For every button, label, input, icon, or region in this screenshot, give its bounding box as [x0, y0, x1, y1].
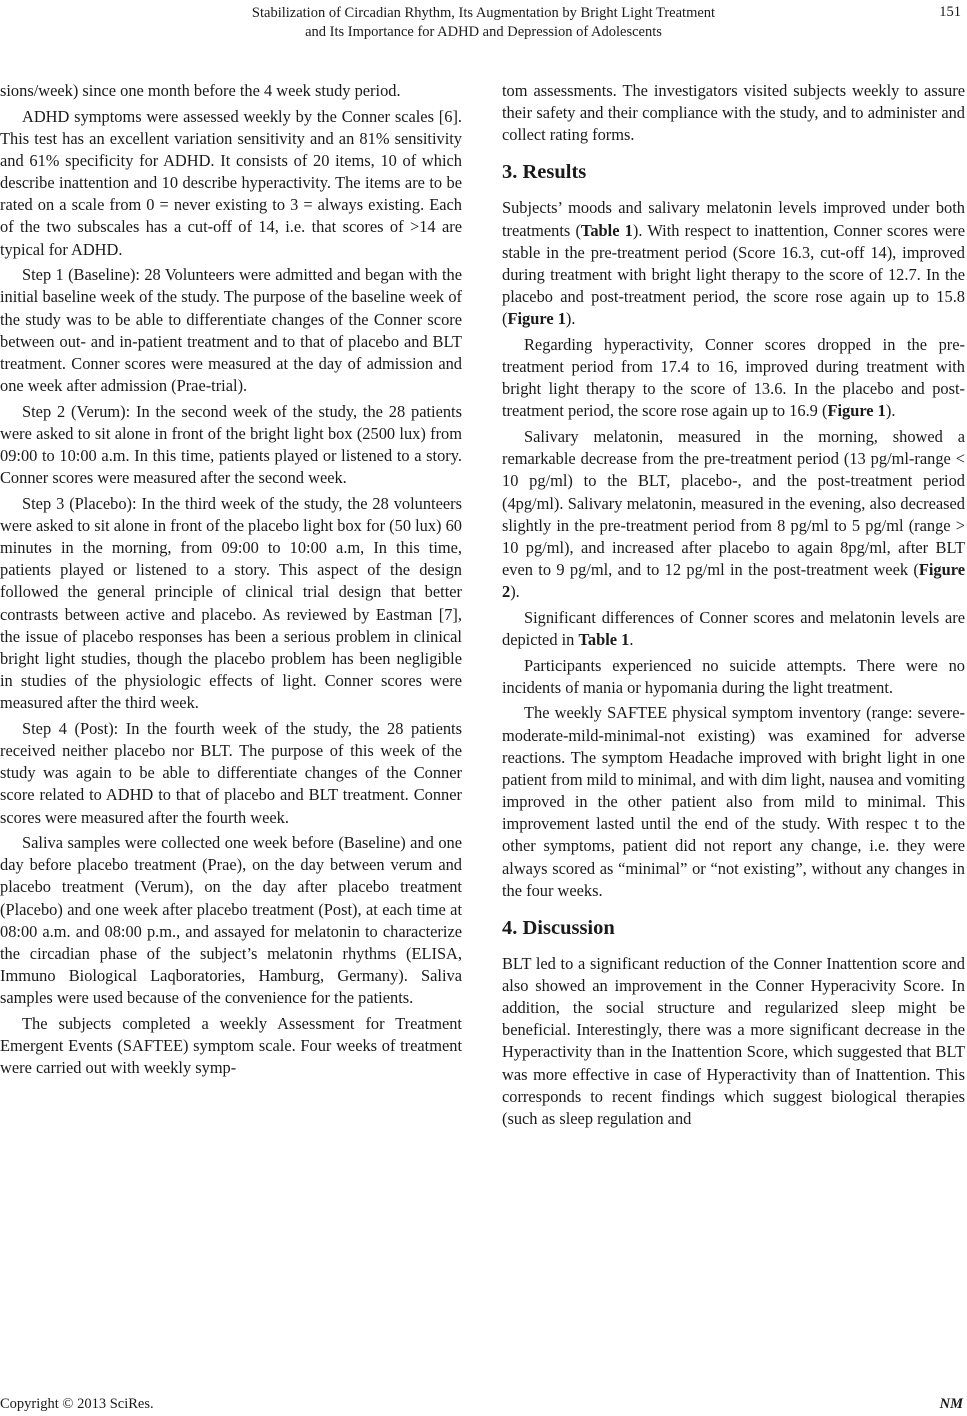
- paragraph: ADHD symptoms were assessed weekly by the Conner scales [6]. This test has an excellent variation sensitivity and an 81% sensitivity and 61% specificity for ADHD. It consists of 20 items, 10 of which describe inattention and 10 describe hyperactivity. The items are to be rated on a scale from 0 = never existing to 3 = always existing. Each of the two subscales has a cut-off of 14, i.e. that scores of >14 are typical for ADHD.: [0, 106, 462, 259]
- text-run: Regarding hyperactivity, Conner scores dropped in the pre-treatment period from 17.4 to 16, improved during treatment with bright light therapy to the score of 13.6. In the placebo and post-treatment period, the score rose again up to 16.9 (: [502, 334, 965, 421]
- page-number: 151: [939, 4, 961, 20]
- copyright-notice: Copyright © 2013 SciRes.: [0, 1396, 154, 1412]
- text-run: Significant differences of Conner scores and melatonin levels are depicted in: [502, 607, 965, 649]
- paragraph: Step 2 (Verum): In the second week of the study, the 28 patients were asked to sit alone in front of the bright light box (2500 lux) from 09:00 to 10:00 a.m. In this time, patients played or listened to a story. Conner scores were measured after the second week.: [0, 401, 462, 488]
- running-header: [0, 4, 967, 44]
- section-heading-results: 3. Results: [502, 161, 587, 184]
- section-heading-discussion: 4. Discussion: [502, 916, 615, 939]
- table-1-link[interactable]: Table 1: [580, 220, 633, 240]
- right-column: [502, 80, 965, 1134]
- paragraph: The subjects completed a weekly Assessment for Treatment Emergent Events (SAFTEE) symptom scale. Four weeks of treatment were carried out with weekly symp-: [0, 1013, 462, 1078]
- paragraph: Step 3 (Placebo): In the third week of the study, the 28 volunteers were asked to sit alone in front of the placebo light box for (50 lux) 60 minutes in the morning, from 09:00 to 10:00 a.m, In this time, patients played or listened to a story. This aspect of the design followed the general principle of clinical trial design that better contrasts between active and placebo. As reviewed by Eastman [7], the issue of placebo responses has been a serious problem in clinical bright light studies, though the placebo problem has been negligible in studies of the physiologic effects of light. Conner scores were measured after the third week.: [0, 493, 463, 713]
- paragraph: sions/week) since one month before the 4 week study period.: [0, 81, 401, 100]
- table-1-link[interactable]: Table 1: [578, 629, 630, 649]
- journal-abbreviation: NM: [939, 1396, 963, 1412]
- paragraph: Saliva samples were collected one week before (Baseline) and one day before placebo treatment (Prae), on the day between verum and placebo treatment (Verum), on the day after placebo treatment (Placebo) and one week after placebo treatment (Post), at each time at 08:00 a.m. and 08:00 p.m., and assayed for melatonin to characterize the circadian phase of the subject’s melatonin rhythms (ELISA, Immuno Biological Laqboratories, Hamburg, Germany). Saliva samples were used because of the convenience for the patients.: [0, 833, 462, 1008]
- text-run: ). With respect to inattention, Conner scores were stable in the pre-treatment period (Score 16.3, cut-off 14), improved during treatment with bright light therapy to the score of 12.7. In the placebo and post-treatment period, the score rose again up to 15.8 (: [502, 220, 965, 329]
- results-paragraph-1: [502, 197, 965, 330]
- figure-1-link[interactable]: Figure 1: [507, 309, 566, 329]
- text-run: ).: [885, 401, 896, 421]
- results-paragraph-5: Participants experienced no suicide attempts. There were no incidents of mania or hypomania during the light treatment.: [502, 655, 965, 697]
- text-run: Salivary melatonin, measured in the morning, showed a remarkable decrease from the pre-treatment period (13 pg/ml-range < 10 pg/ml) to the BLT, placebo-, and the post-treatment period (4pg/ml). Salivary melatonin, measured in the evening, also decreased slightly in the pre-treatment period from 8 pg/ml to 5 pg/ml (range > 10 pg/ml), and increased after placebo to again 8pg/ml, after BLT even to 9 pg/ml, and to 12 pg/ml in the post-treatment week (: [502, 427, 965, 579]
- text-run: ).: [565, 309, 576, 329]
- results-paragraph-3: [502, 426, 965, 603]
- left-column: [0, 80, 462, 1083]
- running-title-line-2: and Its Importance for ADHD and Depression of Adolescents: [305, 24, 662, 40]
- figure-2-link[interactable]: Figure 2: [502, 559, 965, 602]
- text-run: ).: [510, 582, 520, 602]
- results-paragraph-6: The weekly SAFTEE physical symptom inventory (range: severe-moderate-mild-minimal-not existing) was examined for adverse reactions. The symptom Headache improved with bright light in one patient from mild to minimal, and with dim light, nausea and vomiting improved in the other patient also from mild to minimal. This improvement lasted until the end of the study. With respec t to the other symptoms, patient did not report any change, i.e. they were always scored as “minimal” or “not existing”, without any changes in the four weeks.: [502, 703, 965, 900]
- paragraph: Step 1 (Baseline): 28 Volunteers were admitted and began with the initial baseline week of the study. The purpose of the baseline week of the study was to be able to differentiate changes of the Conner score between out- and in-patient treatment and to that of placebo and BLT treatment. Conner scores were measured at the day of admission and one week after admission (Prae-trial).: [0, 265, 462, 396]
- results-paragraph-4: [502, 607, 965, 651]
- discussion-paragraph: BLT led to a significant reduction of the Conner Inattention score and also showed an improvement in the Conner Hyperacivity Score. In addition, the social structure and regularized sleep might be beneficial. Interestingly, there was a more significant decrease in the Hyperactivity than in the Inattention Score, which suggested that BLT was more effective in case of Hyperactivity than of Inattention. This corresponds to recent findings which suggest biological therapies (such as sleep regulation and: [502, 953, 965, 1128]
- text-run: .: [629, 629, 634, 649]
- paragraph: tom assessments. The investigators visited subjects weekly to assure their safety and their compliance with the study, and to administer and collect rating forms.: [502, 81, 965, 145]
- running-title-line-1: Stabilization of Circadian Rhythm, Its Augmentation by Bright Light Treatment: [251, 5, 716, 21]
- paragraph: Step 4 (Post): In the fourth week of the study, the 28 patients received neither placebo nor BLT. The purpose of this week of the study was again to be able to differentiate changes of the Conner score related to ADHD to that of placebo and BLT treatment. Conner scores were measured after the fourth week.: [0, 718, 462, 827]
- text-run: Subjects’ moods and salivary melatonin levels improved under both treatments (: [502, 198, 965, 240]
- results-paragraph-2: [502, 334, 965, 423]
- figure-1-link[interactable]: Figure 1: [827, 401, 886, 421]
